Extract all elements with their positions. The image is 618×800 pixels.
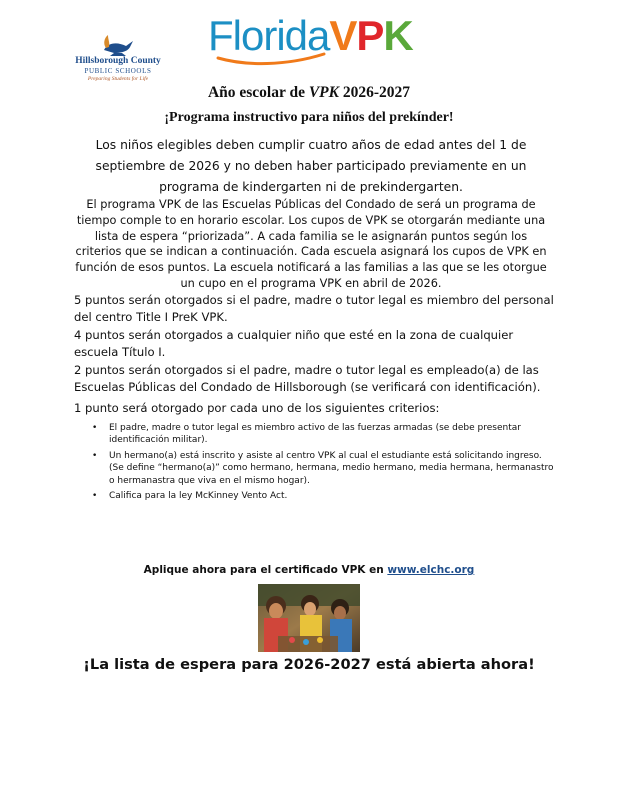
school-district-name: Hillsborough County xyxy=(75,56,161,66)
elchc-link[interactable]: www.elchc.org xyxy=(387,564,475,576)
children-activity-image xyxy=(258,584,360,652)
title-prefix: Año escolar de xyxy=(207,84,305,101)
bullet-icon: • xyxy=(92,423,98,433)
school-district-subtitle: PUBLIC SCHOOLS xyxy=(84,67,152,75)
logo-p-letter: P xyxy=(356,12,384,59)
logo-swoosh-icon xyxy=(216,52,326,66)
criterion-text: Califica para la ley McKinney Vento Act. xyxy=(109,491,288,502)
hillsborough-county-logo xyxy=(70,32,166,84)
waitlist-announcement: ¡La lista de espera para 2026-2027 está abierta ahora! xyxy=(83,656,535,673)
title-vpk: VPK xyxy=(308,84,339,101)
program-description: El programa VPK de las Escuelas Públicas del Condado de será un programa de tiempo comple to en horario escolar. Los cupos de VPK se otorgarán mediante una lista de espera “priorizada”. A cada familia se le asignarán puntos según los criterios que se indican a continuación. Cada escuela asignará los cupos de VPK en función de esos puntos. La escuela notificará a las familias a las que se les otorgue un cupo en el programa VPK en abril de 2026. xyxy=(75,198,547,290)
points-criterion-4: 4 puntos serán otorgados a cualquier niño que esté en la zona de cualquier escuela Título I. xyxy=(74,328,514,359)
apply-line xyxy=(0,564,618,576)
page-title xyxy=(0,84,618,102)
page-subtitle: ¡Programa instructivo para niños del prekínder! xyxy=(164,110,454,125)
apply-text: Aplique ahora para el certificado VPK en xyxy=(143,564,384,576)
points-criterion-2: 2 puntos serán otorgados si el padre, madre o tutor legal es empleado(a) de las Escuelas Públicas del Condado de Hillsborough (se verificará con identificación). xyxy=(74,363,541,394)
criteria-list xyxy=(88,422,558,505)
logo-florida-text: Florida xyxy=(208,12,330,59)
logo-k-letter: K xyxy=(383,12,413,59)
logo-v-letter: V xyxy=(329,12,357,59)
criterion-text: El padre, madre o tutor legal es miembro activo de las fuerzas armadas (se debe presentar identificación militar). xyxy=(109,423,521,446)
children-activity-photo xyxy=(258,584,360,652)
eligibility-intro: Los niños elegibles deben cumplir cuatro años de edad antes del 1 de septiembre de 2026 y no deben haber participado previamente en un programa de kindergarten ni de prekindergarten. xyxy=(95,138,527,194)
criterion-text: Un hermano(a) está inscrito y asiste al centro VPK al cual el estudiante está solicitando ingreso. (Se define “hermano(a)” como hermano, hermana, medio hermano, media hermana, hermanastro o hermanastra que viva en el mismo hogar). xyxy=(109,450,554,486)
points-criterion-5: 5 puntos serán otorgados si el padre, madre o tutor legal es miembro del personal del centro Title I PreK VPK. xyxy=(74,293,554,324)
list-item xyxy=(88,422,558,447)
list-item xyxy=(88,490,558,502)
title-year: 2026-2027 xyxy=(342,84,411,101)
points-criterion-1: 1 punto será otorgado por cada uno de los siguientes criterios: xyxy=(74,401,440,415)
list-item xyxy=(88,450,558,487)
bullet-icon: • xyxy=(92,491,98,502)
florida-vpk-logo xyxy=(208,8,413,66)
school-district-tagline: Preparing Students for Life xyxy=(87,76,149,82)
lamp-of-learning-icon xyxy=(100,32,136,56)
bullet-icon: • xyxy=(92,450,98,461)
